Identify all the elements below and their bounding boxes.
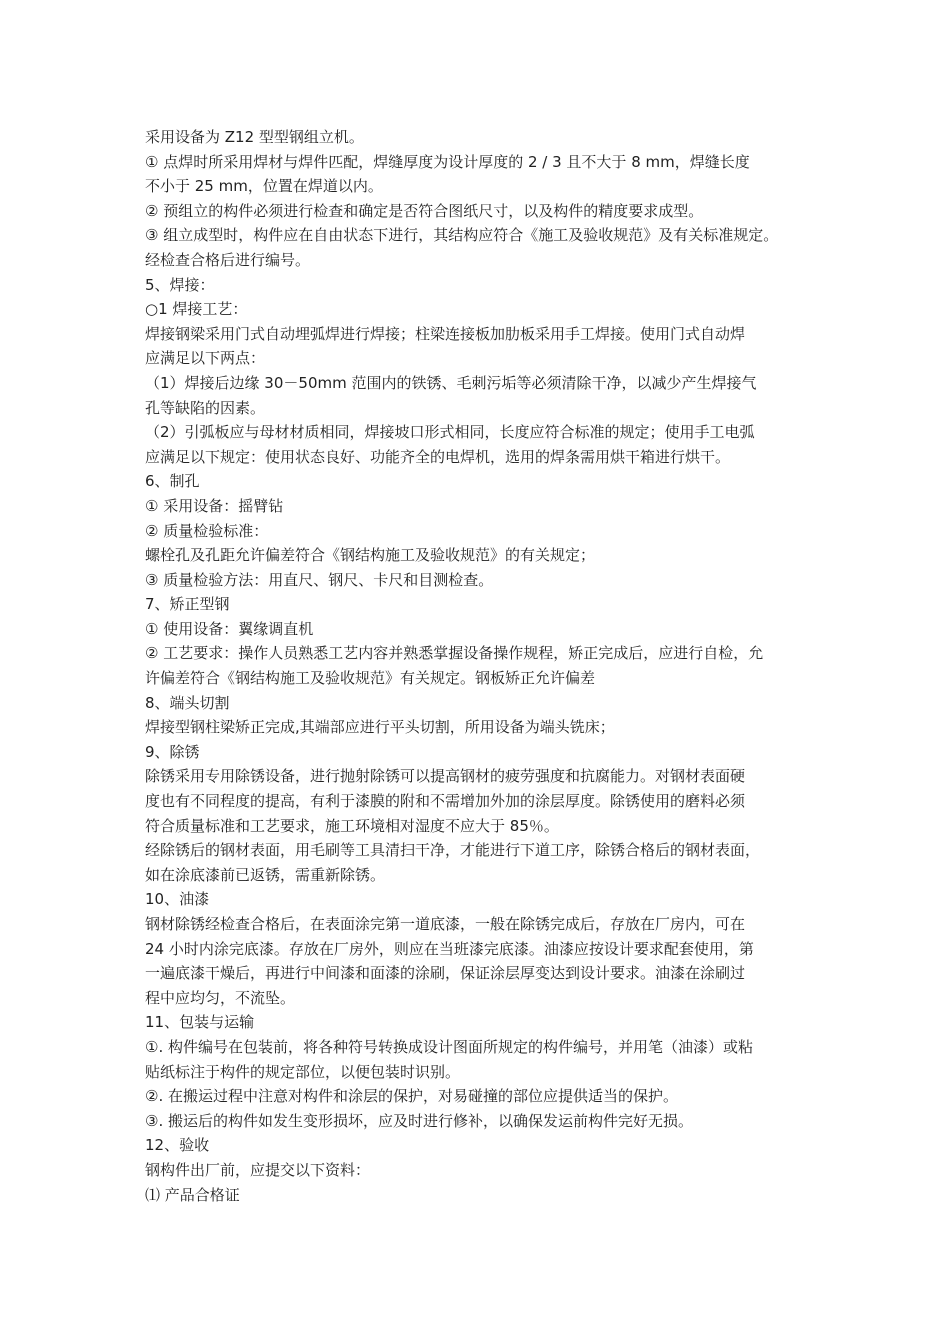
text-line: 符合质量标准和工艺要求，施工环境相对湿度不应大于 85％。 <box>145 816 559 835</box>
text-line: 贴纸标注于构件的规定部位，以便包装时识别。 <box>145 1062 461 1081</box>
section-heading: 11、包装与运输 <box>145 1013 255 1032</box>
text-line: ① 使用设备：翼缘调直机 <box>145 619 314 638</box>
text-line: ③. 搬运后的构件如发生变形损坏，应及时进行修补，以确保发运前构件完好无损。 <box>145 1111 693 1130</box>
text-line: 经检查合格后进行编号。 <box>145 250 311 269</box>
section-heading: 8、端头切割 <box>145 693 230 712</box>
subsection-heading: ○1 焊接工艺： <box>145 300 248 319</box>
text-line: ② 预组立的构件必须进行检查和确定是否符合图纸尺寸，以及构件的精度要求成型。 <box>145 201 704 220</box>
section-heading: 12、验收 <box>145 1136 210 1155</box>
section-heading: 9、除锈 <box>145 742 200 761</box>
section-heading: 10、油漆 <box>145 890 210 909</box>
text-line: ③ 质量检验方法：用直尺、钢尺、卡尺和目测检查。 <box>145 570 494 589</box>
text-line: ① 采用设备：摇臂钻 <box>145 496 284 515</box>
text-line: 钢构件出厂前，应提交以下资料： <box>145 1160 371 1179</box>
text-line: ① 点焊时所采用焊材与焊件匹配，焊缝厚度为设计厚度的 2 / 3 且不大于 8 mm，焊缝长度 <box>145 152 750 171</box>
text-line: 焊接型钢柱梁矫正完成,其端部应进行平头切割，所用设备为端头铣床； <box>145 718 615 737</box>
text-line: 24 小时内涂完底漆。存放在厂房外，则应在当班漆完底漆。油漆应按设计要求配套使用，第 <box>145 939 754 958</box>
text-line: ①. 构件编号在包装前，将各种符号转换成设计图面所规定的构件编号，并用笔（油漆）或粘 <box>145 1037 753 1056</box>
text-line: 度也有不同程度的提高，有利于漆膜的附和不需增加外加的涂层厚度。除锈使用的磨料必须 <box>145 792 746 811</box>
text-line: 不小于 25 mm，位置在焊道以内。 <box>145 177 383 196</box>
text-line: 许偏差符合《钢结构施工及验收规范》有关规定。钢板矫正允许偏差 <box>145 669 596 688</box>
text-line: 螺栓孔及孔距允许偏差符合《钢结构施工及验收规范》的有关规定； <box>145 546 596 565</box>
text-line: 应满足以下规定：使用状态良好、功能齐全的电焊机，选用的焊条需用烘干箱进行烘干。 <box>145 447 731 466</box>
section-heading: 6、制孔 <box>145 472 200 491</box>
document-body <box>145 125 825 1207</box>
section-heading: 7、矫正型钢 <box>145 595 230 614</box>
text-line: 经除锈后的钢材表面，用毛刷等工具清扫干净，才能进行下道工序，除锈合格后的钢材表面， <box>145 841 761 860</box>
text-line: （1）焊接后边缘 30－50mm 范围内的铁锈、毛刺污垢等必须清除干净，以减少产生焊接气 <box>145 373 757 392</box>
text-line: 焊接钢梁采用门式自动埋弧焊进行焊接；柱梁连接板加肋板采用手工焊接。使用门式自动焊 <box>145 324 746 343</box>
section-heading: 5、焊接： <box>145 275 215 294</box>
text-line: ②. 在搬运过程中注意对构件和涂层的保护，对易碰撞的部位应提供适当的保护。 <box>145 1087 678 1106</box>
text-line: 一遍底漆干燥后，再进行中间漆和面漆的涂刷，保证涂层厚变达到设计要求。油漆在涂刷过 <box>145 964 746 983</box>
text-line: ② 工艺要求：操作人员熟悉工艺内容并熟悉掌握设备操作规程，矫正完成后，应进行自检，允 <box>145 644 764 663</box>
text-line: 采用设备为 Z12 型型钢组立机。 <box>145 128 364 146</box>
text-line: 钢材除锈经检查合格后，在表面涂完第一道底漆，一般在除锈完成后，存放在厂房内，可在 <box>145 915 746 933</box>
text-line: ⑴ 产品合格证 <box>145 1185 240 1204</box>
text-line: （2）引弧板应与母材材质相同，焊接坡口形式相同，长度应符合标准的规定；使用手工电弧 <box>145 423 755 442</box>
text-line: 除锈采用专用除锈设备，进行抛射除锈可以提高钢材的疲劳强度和抗腐能力。对钢材表面硬 <box>145 767 746 786</box>
text-line: 如在涂底漆前已返锈，需重新除锈。 <box>145 865 386 884</box>
text-line: 应满足以下两点： <box>145 349 266 368</box>
text-line: 孔等缺陷的因素。 <box>145 398 266 417</box>
text-line: ③ 组立成型时，构件应在自由状态下进行，其结构应符合《施工及验收规范》及有关标准规定。 <box>145 226 779 245</box>
text-line: 程中应均匀，不流坠。 <box>145 988 296 1007</box>
text-line: ② 质量检验标准： <box>145 521 269 540</box>
